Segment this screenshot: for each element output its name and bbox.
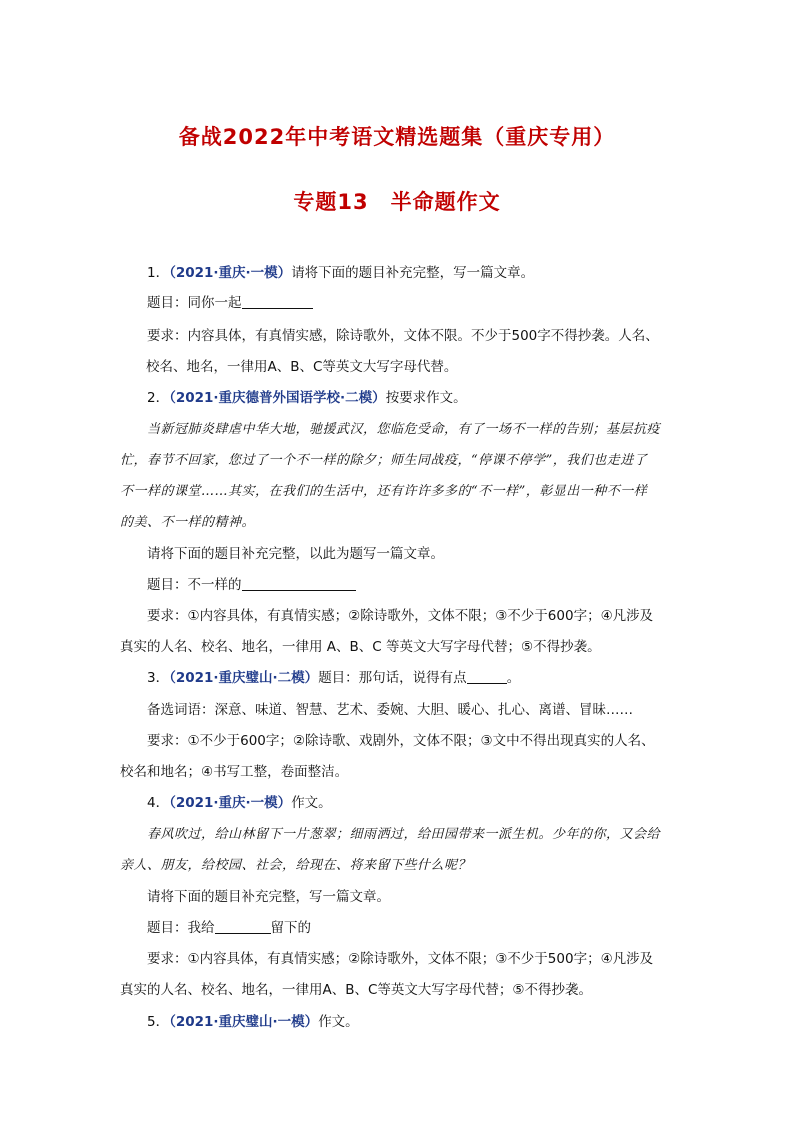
question-prompt: 题目：那句话，说得有点	[318, 670, 467, 686]
topic-label: 题目：我给	[147, 920, 215, 936]
fill-blank	[467, 669, 507, 684]
question-2-requirement: 要求：①内容具体，有真情实感；②除诗歌外，文体不限；③不少于600字；④凡涉及	[147, 608, 654, 624]
question-4-requirement-cont: 真实的人名、校名、地名，一律用A、B、C等英文大写字母代替；⑤不得抄袭。	[120, 982, 593, 998]
question-number: 3．	[147, 670, 170, 686]
question-number: 2．	[147, 390, 170, 406]
question-2-requirement-cont: 真实的人名、校名、地名，一律用 A、B、C 等英文大写字母代替；⑤不得抄袭。	[120, 639, 601, 655]
question-number: 4．	[147, 795, 170, 811]
question-source: （2021·重庆德普外国语学校·二模）	[169, 390, 386, 406]
document-title: 备战2022年中考语文精选题集（重庆专用）	[178, 125, 616, 149]
question-4-requirement: 要求：①内容具体，有真情实感；②除诗歌外，文体不限；③不少于500字；④凡涉及	[147, 951, 654, 967]
question-2-heading	[147, 386, 467, 406]
question-4-material: 亲人、朋友，给校园、社会，给现在、将来留下些什么呢？	[120, 858, 472, 873]
question-4-instruction: 请将下面的题目补充完整，写一篇文章。	[147, 889, 390, 905]
topic-label: 题目：不一样的	[147, 577, 242, 593]
question-prompt: 请将下面的题目补充完整，写一篇文章。	[291, 265, 535, 281]
question-3-word-options: 备选词语：深意、味道、智慧、艺术、委婉、大胆、暖心、扎心、离谱、冒昧……	[147, 702, 633, 718]
question-2-topic	[147, 573, 356, 593]
question-prompt: 按要求作文。	[385, 390, 467, 406]
question-source: （2021·重庆·一模）	[169, 265, 292, 281]
question-3-heading	[147, 666, 520, 686]
topic-heading: 专题13 半命题作文	[293, 190, 501, 214]
fill-blank	[242, 294, 313, 309]
question-source: （2021·重庆璧山·二模）	[169, 670, 319, 686]
question-prompt: 作文。	[318, 1014, 359, 1030]
question-4-material: 春风吹过，给山林留下一片葱翠；细雨洒过，给田园带来一派生机。少年的你，又会给	[147, 827, 661, 842]
question-2-material: 当新冠肺炎肆虐中华大地，驰援武汉，您临危受命，有了一场不一样的告别；基层抗疫	[147, 422, 661, 437]
question-number: 5．	[147, 1014, 170, 1030]
question-3-requirement: 要求：①不少于600字；②除诗歌、戏剧外，文体不限；③文中不得出现真实的人名、	[147, 733, 655, 749]
question-prompt-end: 。	[506, 670, 521, 686]
question-5-heading	[147, 1010, 359, 1030]
fill-blank	[215, 919, 271, 934]
question-1-requirement-cont: 校名、地名，一律用A、B、C等英文大写字母代替。	[146, 359, 458, 375]
question-1-topic	[147, 291, 313, 311]
topic-label: 题目：同你一起	[147, 295, 242, 311]
question-3-requirement-cont: 校名和地名；④书写工整，卷面整洁。	[120, 764, 349, 780]
question-2-material: 的美、不一样的精神。	[120, 515, 256, 530]
question-1-requirement: 要求：内容具体，有真情实感，除诗歌外，文体不限。不少于500字不得抄袭。人名、	[147, 328, 659, 344]
question-1-heading	[147, 261, 534, 281]
question-4-topic	[147, 916, 311, 936]
question-source: （2021·重庆·一模）	[169, 795, 292, 811]
question-2-material: 忙，春节不回家，您过了一个不一样的除夕；师生同战疫，“停课不停学”，我们也走进了	[120, 453, 648, 468]
topic-label-end: 留下的	[270, 920, 311, 936]
question-source: （2021·重庆璧山·一模）	[169, 1014, 319, 1030]
question-number: 1．	[147, 265, 170, 281]
question-4-heading	[147, 791, 332, 811]
fill-blank	[242, 576, 356, 591]
question-2-instruction: 请将下面的题目补充完整，以此为题写一篇文章。	[147, 546, 444, 562]
question-prompt: 作文。	[291, 795, 332, 811]
question-2-material: 不一样的课堂……其实，在我们的生活中，还有许许多多的“不一样”，彰显出一种不一样	[120, 484, 648, 499]
